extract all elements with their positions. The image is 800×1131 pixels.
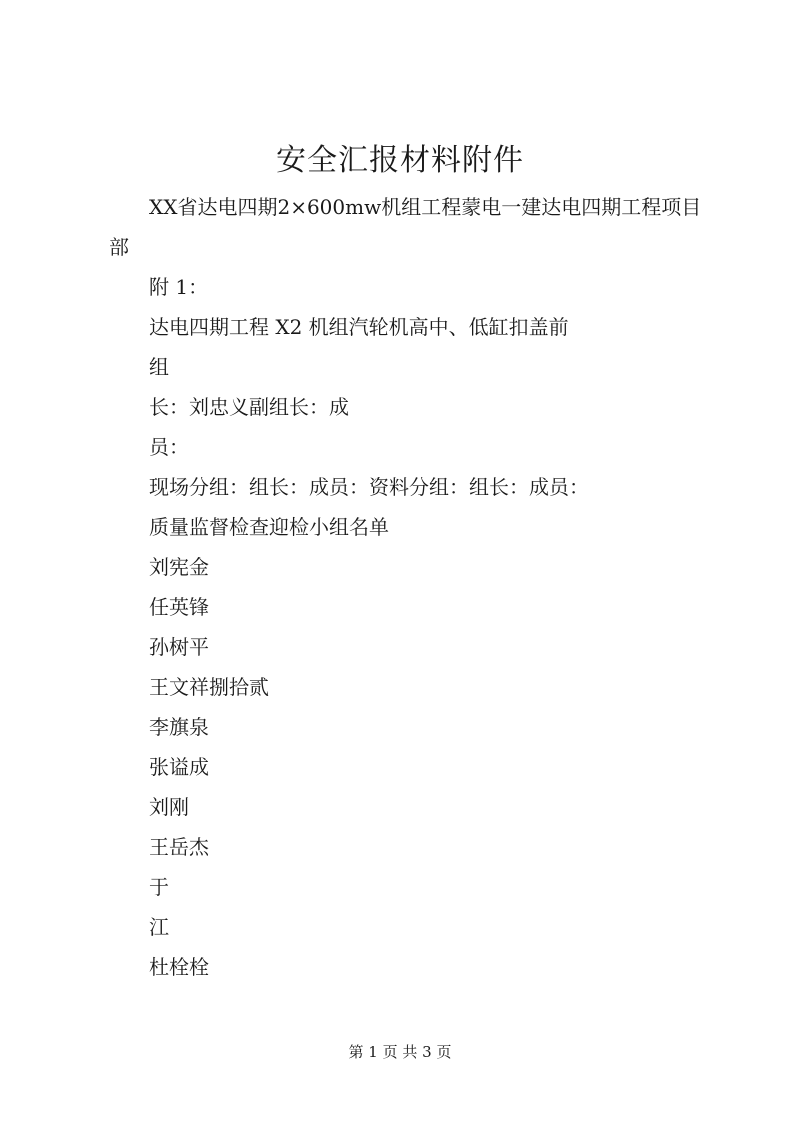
page-footer: 第 1 页 共 3 页 (348, 1043, 452, 1061)
body-line-attachment: 附 1： (149, 275, 209, 299)
name-list-item: 任英锋 (149, 595, 209, 619)
body-line: 长：刘忠义副组长：成 (149, 395, 349, 419)
body-line-list-title: 质量监督检查迎检小组名单 (149, 515, 389, 539)
name-list-item: 江 (149, 915, 169, 939)
document-title: 安全汇报材料附件 (276, 143, 524, 178)
name-list-item: 于 (149, 875, 169, 899)
name-list-item: 李旗泉 (149, 715, 209, 739)
name-list-item: 孙树平 (149, 635, 209, 659)
body-line-heading: 达电四期工程 X2 机组汽轮机高中、低缸扣盖前 (149, 315, 569, 339)
name-list-item: 王文祥捌拾贰 (149, 675, 269, 699)
intro-paragraph: XX省达电四期2×600mw机组工程蒙电一建达电四期工程项目部 (109, 195, 702, 259)
name-list-item: 王岳杰 (149, 835, 209, 859)
name-list-item: 刘刚 (149, 795, 189, 819)
body-line: 现场分组：组长：成员：资料分组：组长：成员： (149, 475, 589, 499)
body-line: 员： (149, 435, 189, 459)
name-list-item: 刘宪金 (149, 555, 209, 579)
document-body (109, 187, 709, 987)
name-list-item: 杜栓栓 (149, 955, 209, 979)
body-line: 组 (149, 355, 169, 379)
name-list-item: 张谥成 (149, 755, 209, 779)
